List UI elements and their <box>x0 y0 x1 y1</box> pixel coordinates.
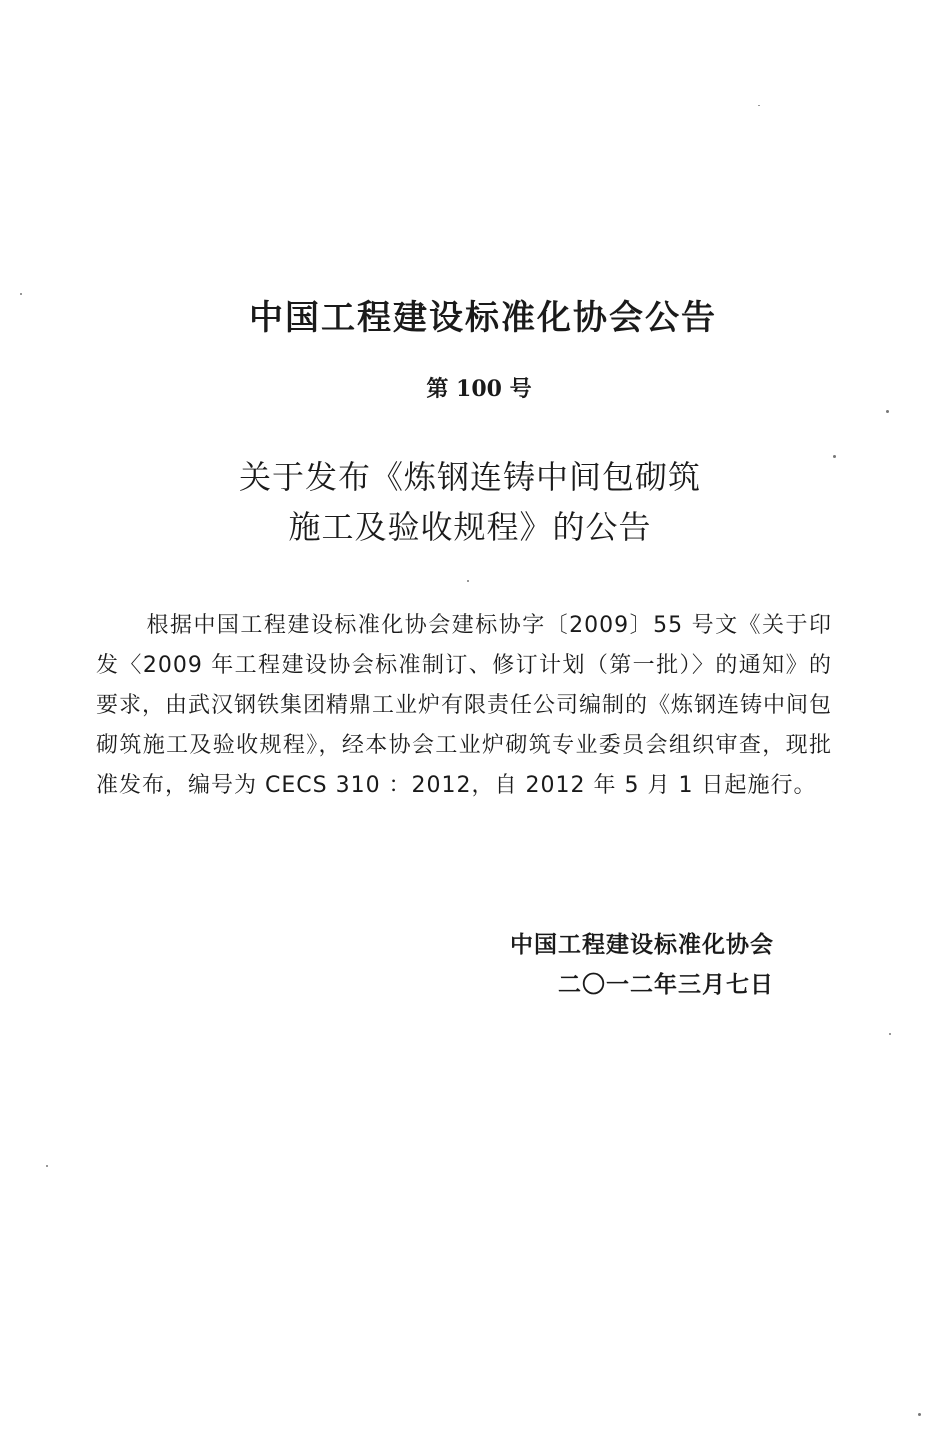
notice-title <box>0 452 950 552</box>
announcement-number: 第 100 号 <box>426 376 532 402</box>
notice-body-text: 根据中国工程建设标准化协会建标协字〔2009〕55 号文《关于印发〈2009 年工程建设协会标准制订、修订计划（第一批）〉的通知》的要求，由武汉钢铁集团精鼎工业炉有限责任公司编制的《炼钢连铸中间包砌筑施工及验收规程》，经本协会工业炉砌筑专业委员会组织审查，现批准发布，编号为 CECS 310 ：2012，自 2012 年 5 月 1 日起施行。 <box>96 613 833 798</box>
scan-speck <box>758 105 760 106</box>
scan-speck <box>20 293 22 295</box>
signature-organization: 中国工程建设标准化协会 <box>510 932 774 958</box>
scan-speck <box>833 455 836 458</box>
scan-speck <box>918 1413 921 1416</box>
notice-title-line-2: 施工及验收规程》的公告 <box>288 508 652 546</box>
notice-title-line-1: 关于发布《炼钢连铸中间包砌筑 <box>238 458 701 496</box>
notice-body <box>96 606 832 806</box>
signature-date: 二〇一二年三月七日 <box>558 972 774 998</box>
scan-speck <box>467 580 469 582</box>
announcement-org-title: 中国工程建设标准化协会公告 <box>249 298 717 338</box>
scan-speck <box>886 410 889 413</box>
scan-speck <box>46 1165 48 1167</box>
scan-speck <box>889 1033 891 1035</box>
